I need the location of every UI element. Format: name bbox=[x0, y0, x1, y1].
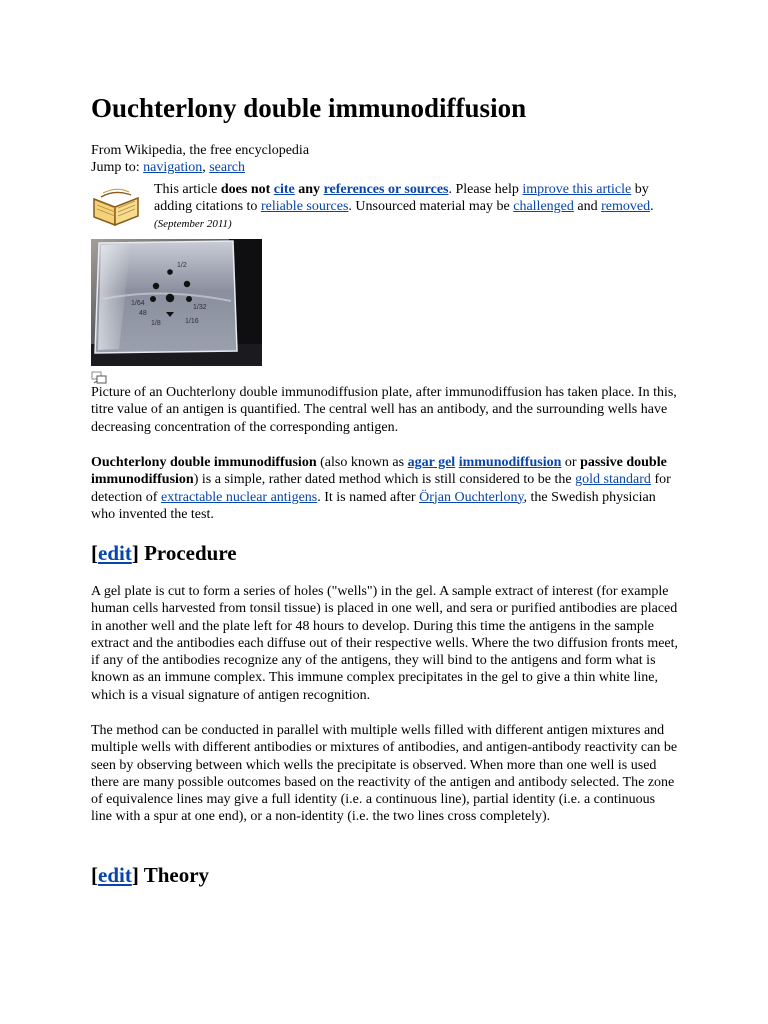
immunodiffusion-plate-image[interactable] bbox=[91, 239, 262, 366]
intro-emphasis: passive double immunodiffusion bbox=[91, 455, 667, 488]
section-title: Theory bbox=[138, 863, 210, 887]
notice-emphasis: any bbox=[294, 182, 324, 197]
image-caption: Picture of an Ouchterlony double immunodiffusion plate, after immunodiffusion has taken place. In this, titre value of an antigen is quantified. The central well has an antibody, and the surrounding wells have decreasing concentration of the corresponding antigen. bbox=[91, 385, 677, 435]
jump-search-link[interactable]: search bbox=[209, 160, 245, 175]
plate-label: 1/16 bbox=[185, 318, 199, 325]
notice-text-part: and bbox=[573, 199, 602, 214]
procedure-paragraph-1: A gel plate is cut to form a series of holes ("wells") in the gel. A sample extract of interest (for example human cells harvested from tonsil tissue) is placed in one well, and sera or purified antibodies are placed in another well and the plate left for 48 hours to develop. During this time the antigens in the sample extract and the antibodies each diffuse out of their respective wells. Where the two diffusion fronts meet, if any of the antibodies recognize any of the antigens, they will bind to the antigens and form what is known as an immune complex. This immune complex precipitates in the gel to give a thin white line, which is a visual signature of antigen recognition. bbox=[91, 584, 679, 703]
plate-label: 1/32 bbox=[193, 304, 207, 311]
intro-text-part: (also known as bbox=[316, 455, 408, 470]
bracket: ] bbox=[131, 863, 139, 887]
bracket: ] bbox=[131, 541, 139, 565]
gold-standard-link[interactable]: gold standard bbox=[575, 472, 651, 488]
jump-to bbox=[91, 159, 309, 176]
book-icon bbox=[91, 187, 141, 227]
intro-text-part: ) is a simple, rather dated method which is still considered to be the bbox=[193, 472, 576, 488]
intro-text-part: . It is named after bbox=[317, 489, 420, 505]
bracket: [ bbox=[91, 863, 98, 887]
notice-date: (September 2011) bbox=[154, 218, 232, 230]
reliable-sources-link[interactable]: reliable sources bbox=[260, 199, 349, 214]
plate-label: 48 bbox=[139, 310, 147, 317]
notice-text-part: . bbox=[650, 199, 654, 214]
jump-separator: , bbox=[202, 160, 210, 175]
unreferenced-notice bbox=[91, 181, 681, 237]
intro-text-part: or bbox=[561, 455, 581, 470]
notice-text bbox=[154, 181, 681, 233]
from-line: From Wikipedia, the free encyclopedia bbox=[91, 143, 310, 158]
section-title: Procedure bbox=[138, 541, 237, 565]
site-subtitle bbox=[91, 142, 309, 176]
jump-navigation-link[interactable]: navigation bbox=[143, 160, 203, 175]
challenged-link[interactable]: challenged bbox=[513, 199, 574, 214]
cite-link[interactable]: cite bbox=[273, 182, 295, 197]
improve-article-link[interactable]: improve this article bbox=[522, 182, 632, 197]
plate-label: 1/64 bbox=[131, 300, 145, 307]
notice-text-part: by adding citations to bbox=[154, 182, 649, 214]
removed-link[interactable]: removed bbox=[601, 199, 651, 214]
references-link[interactable]: references or sources bbox=[323, 182, 449, 197]
intro-paragraph bbox=[91, 454, 679, 523]
enlarge-icon[interactable] bbox=[91, 371, 107, 385]
plate-label: 1/2 bbox=[177, 262, 187, 269]
bracket: [ bbox=[91, 541, 98, 565]
section-heading-procedure bbox=[91, 540, 237, 566]
notice-emphasis: does not bbox=[220, 182, 271, 197]
intro-text-part: for detection of bbox=[91, 472, 671, 505]
section-heading-theory bbox=[91, 862, 209, 888]
procedure-paragraph-2: The method can be conducted in parallel with multiple wells filled with different antigen mixtures and multiple wells with different antibodies or mixtures of antibodies, and antigen-antibody reactivity can be seen by observing between which wells the precipitate is observed. When more than one well is used there are many possible outcomes based on the reactivity of the antigen and antibody selected. The zone of equivalence lines may give a full identity (i.e. a continuous line), partial identity (i.e. a continuous line with a spur at one end), or a non-identity (i.e. the two lines cross completely). bbox=[91, 723, 678, 825]
agar-gel-link[interactable]: agar gel bbox=[407, 455, 456, 470]
edit-procedure-link[interactable]: edit bbox=[98, 541, 132, 565]
extractable-nuclear-antigens-link[interactable]: extractable nuclear antigens bbox=[160, 489, 318, 505]
notice-text-part: . Please help bbox=[448, 182, 523, 197]
intro-text-part: , the Swedish physician who invented the test. bbox=[91, 489, 656, 522]
edit-theory-link[interactable]: edit bbox=[98, 863, 132, 887]
orjan-ouchterlony-link[interactable]: Örjan Ouchterlony bbox=[419, 489, 524, 505]
plate-label: 1/8 bbox=[151, 320, 161, 327]
intro-emphasis: Ouchterlony double immunodiffusion bbox=[91, 455, 317, 470]
notice-text-part: . Unsourced material may be bbox=[348, 199, 514, 214]
immunodiffusion-link[interactable]: immunodiffusion bbox=[458, 455, 562, 470]
page-title: Ouchterlony double immunodiffusion bbox=[91, 93, 527, 123]
notice-text-part: This article bbox=[154, 182, 221, 197]
jump-label: Jump to: bbox=[91, 160, 144, 175]
